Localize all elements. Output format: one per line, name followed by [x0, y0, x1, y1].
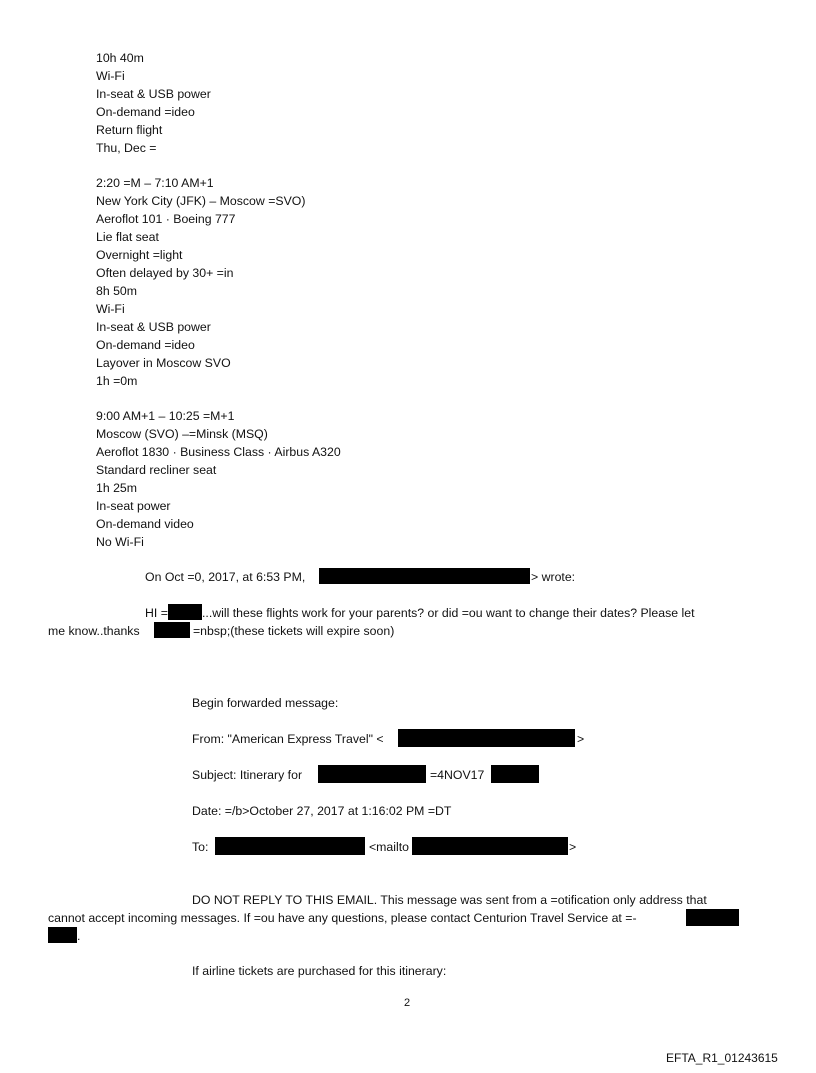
- to-label: To:: [192, 840, 209, 854]
- flight-number: Aeroflot 101 · Boeing 777: [96, 212, 236, 226]
- page-number: 2: [404, 997, 411, 1009]
- redaction-bar: [154, 622, 190, 638]
- redaction-bar: [412, 837, 568, 855]
- flight-time: 2:20 =M – 7:10 AM+1: [96, 176, 214, 190]
- flight-route: Moscow (SVO) –=Minsk (MSQ): [96, 427, 268, 441]
- tickets-line: If airline tickets are purchased for this itinerary:: [192, 964, 447, 978]
- body-line-2-end: =nbsp;(these tickets will expire soon): [193, 624, 395, 638]
- amenity-power: In-seat & USB power: [96, 320, 211, 334]
- layover: Layover in Moscow SVO: [96, 356, 231, 370]
- amenity-wifi: No Wi-Fi: [96, 535, 144, 549]
- delay-note: Often delayed by 30+ =in: [96, 266, 234, 280]
- amenity-video: On-demand =ideo: [96, 338, 195, 352]
- amenity-wifi: Wi-Fi: [96, 69, 125, 83]
- date-line: Date: =/b>October 27, 2017 at 1:16:02 PM =DT: [192, 804, 452, 818]
- notice-line-3-end: .: [77, 929, 81, 943]
- redaction-bar: [48, 927, 77, 943]
- body-line-1: ...will these flights work for your parents? or did =ou want to change their dates? Please let: [202, 606, 695, 620]
- subject-code: =4NOV17: [430, 768, 485, 782]
- layover-duration: 1h =0m: [96, 374, 138, 388]
- seat-type: Lie flat seat: [96, 230, 159, 244]
- to-end: >: [569, 840, 577, 854]
- document-id: EFTA_R1_01243615: [666, 1051, 778, 1065]
- amenity-video: On-demand video: [96, 517, 194, 531]
- duration: 8h 50m: [96, 284, 138, 298]
- body-line-2-start: me know..thanks: [48, 624, 140, 638]
- forward-begin: Begin forwarded message:: [192, 696, 339, 710]
- redaction-bar: [319, 568, 530, 584]
- redaction-bar: [215, 837, 365, 855]
- flight-route: New York City (JFK) – Moscow =SVO): [96, 194, 306, 208]
- redaction-bar: [491, 765, 539, 783]
- reply-date: On Oct =0, 2017, at 6:53 PM,: [145, 570, 306, 584]
- redaction-bar: [686, 909, 739, 926]
- return-flight-label: Return flight: [96, 123, 163, 137]
- return-date: Thu, Dec =: [96, 141, 157, 155]
- seat-type: Standard recliner seat: [96, 463, 217, 477]
- to-mailto: <mailto: [369, 840, 409, 854]
- redaction-bar: [168, 604, 202, 620]
- amenity-wifi: Wi-Fi: [96, 302, 125, 316]
- greeting: HI =: [145, 606, 168, 620]
- flight-number: Aeroflot 1830 · Business Class · Airbus A320: [96, 445, 341, 459]
- duration: 1h 25m: [96, 481, 138, 495]
- from-end: >: [577, 732, 585, 746]
- notice-line-2: cannot accept incoming messages. If =ou have any questions, please contact Centurion Travel Service at =-: [48, 911, 637, 925]
- subject-label: Subject: Itinerary for: [192, 768, 303, 782]
- redaction-bar: [398, 729, 575, 747]
- amenity-power: In-seat power: [96, 499, 171, 513]
- flight-note: Overnight =light: [96, 248, 183, 262]
- duration: 10h 40m: [96, 51, 144, 65]
- notice-line-1: DO NOT REPLY TO THIS EMAIL. This message was sent from a =otification only address that: [192, 893, 707, 907]
- flight-time: 9:00 AM+1 – 10:25 =M+1: [96, 409, 235, 423]
- amenity-video: On-demand =ideo: [96, 105, 195, 119]
- reply-wrote: > wrote:: [531, 570, 576, 584]
- from-label: From: "American Express Travel" <: [192, 732, 384, 746]
- redaction-bar: [318, 765, 426, 783]
- amenity-power: In-seat & USB power: [96, 87, 211, 101]
